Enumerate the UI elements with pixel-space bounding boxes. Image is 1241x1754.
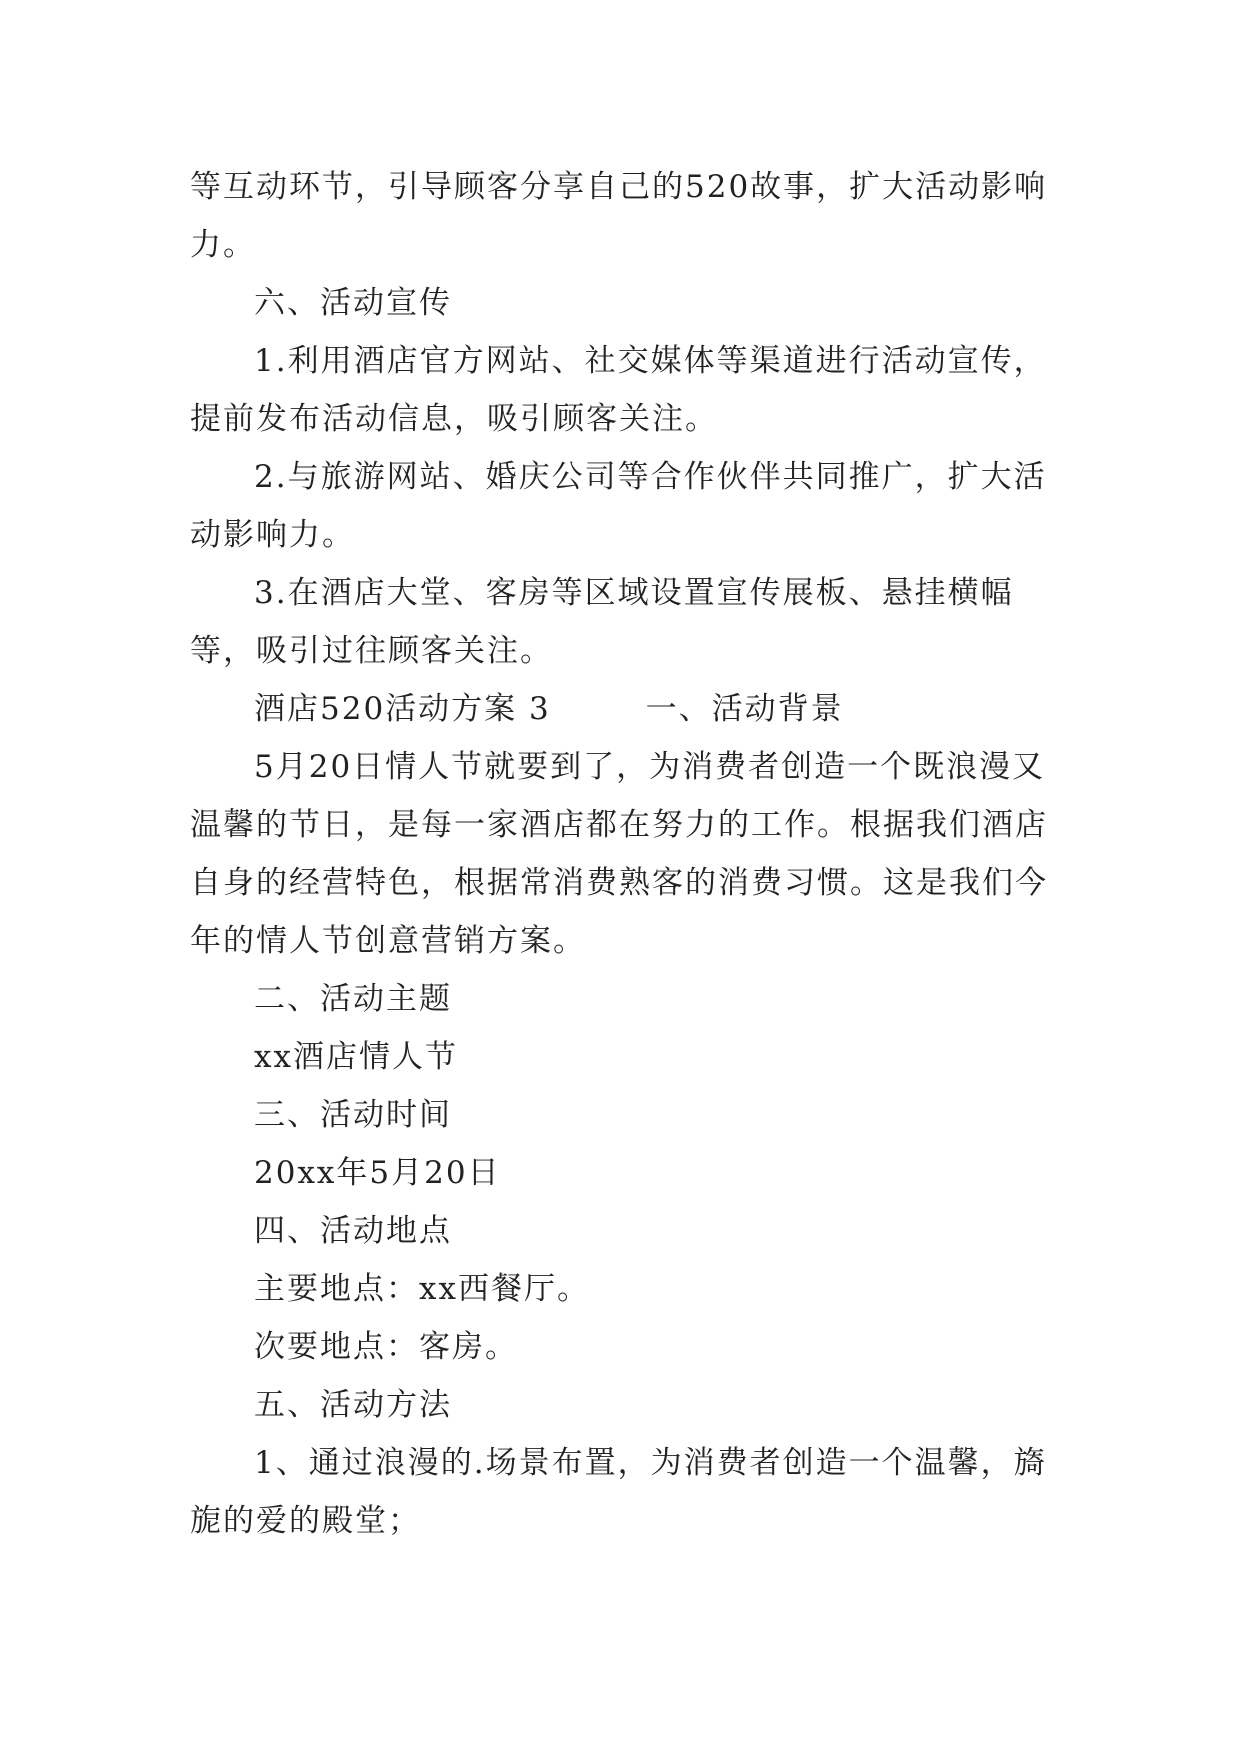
paragraph-main-location: 主要地点：xx西餐厅。 — [254, 1271, 590, 1307]
paragraph-promotion-3: 3.在酒店大堂、客房等区域设置宣传展板、悬挂横幅等，吸引过往顾客关注。 — [190, 575, 1014, 669]
paragraph-secondary-location: 次要地点：客房。 — [254, 1329, 518, 1365]
paragraph-background: 5月20日情人节就要到了，为消费者创造一个既浪漫又温馨的节日，是每一家酒店都在努力的工作。根据我们酒店自身的经营特色，根据常消费熟客的消费习惯。这是我们今年的情人节创意营销方案。 — [190, 749, 1048, 959]
document-body — [190, 158, 1060, 1550]
paragraph-theme: xx酒店情人节 — [254, 1039, 458, 1075]
paragraph-method-1: 1、通过浪漫的.场景布置，为消费者创造一个温馨，旖旎的爱的殿堂； — [190, 1445, 1047, 1539]
heading-promotion: 六、活动宣传 — [254, 285, 452, 321]
heading-location: 四、活动地点 — [254, 1213, 452, 1249]
heading-method: 五、活动方法 — [254, 1387, 452, 1423]
heading-plan-3: 酒店520活动方案 3 一、活动背景 — [254, 691, 844, 727]
heading-theme: 二、活动主题 — [254, 981, 452, 1017]
paragraph-promotion-1: 1.利用酒店官方网站、社交媒体等渠道进行活动宣传，提前发布活动信息，吸引顾客关注。 — [190, 343, 1047, 437]
paragraph-activity-impact: 等互动环节，引导顾客分享自己的520故事，扩大活动影响力。 — [190, 169, 1048, 263]
paragraph-time: 20xx年5月20日 — [254, 1155, 501, 1191]
paragraph-promotion-2: 2.与旅游网站、婚庆公司等合作伙伴共同推广，扩大活动影响力。 — [190, 459, 1047, 553]
heading-time: 三、活动时间 — [254, 1097, 452, 1133]
